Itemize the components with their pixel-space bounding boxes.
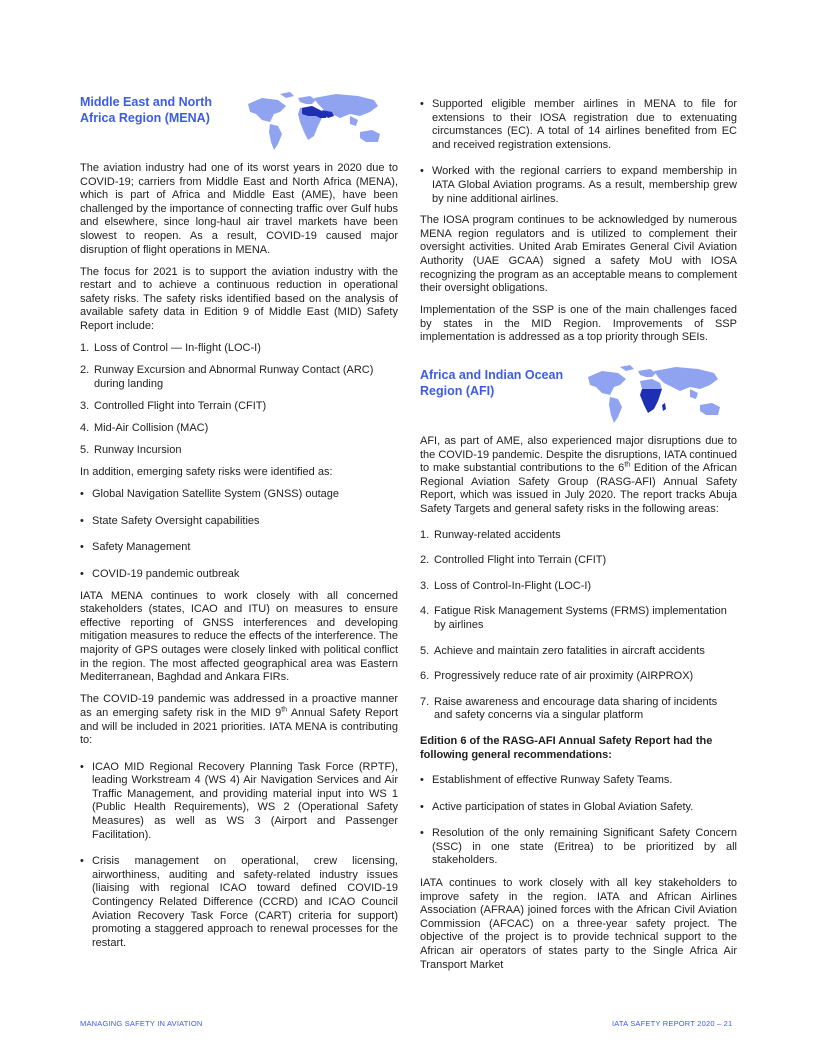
afi-intro-paragraph	[420, 435, 737, 517]
list-number: 5.	[80, 444, 90, 457]
list-text: Controlled Flight into Terrain (CFIT)	[434, 554, 607, 567]
list-number: 2.	[80, 364, 90, 377]
list-number: 6.	[420, 670, 430, 683]
contrib-list	[80, 761, 398, 951]
mena-intro-paragraph: The aviation industry had one of its worst years in 2020 due to COVID-19; carriers from Middle East and North Africa (MENA), which is part of Africa and Middle East (AME), have been challenged by the importance of connecting traffic over Gulf hubs and elsewhere, since long-haul air travel markets have been slowest to reopen. As a result, COVID-19 caused major disruption of flight operations in MENA.	[80, 162, 398, 256]
list-number: 1.	[80, 342, 90, 355]
recs-list	[420, 774, 737, 868]
list-number: 3.	[80, 399, 90, 412]
list-item	[420, 605, 737, 632]
support-list	[420, 98, 737, 206]
superscript: th	[281, 706, 288, 714]
gnss-paragraph: IATA MENA continues to work closely with all concerned stakeholders (states, ICAO and ITU) on measures to ensure effective reporting of GNSS interferences and developing mitigation measures to reduce the effects of the interference. The majority of GPS outages were closely linked with political conflict in the region. The most affected geographical area was Eastern Mediterranean, Baghdad and Ankara FIRs.	[80, 589, 398, 684]
afraa-paragraph: IATA continues to work closely with all key stakeholders to improve safety in the region. IATA and African Airlines Association (AFRAA) joined forces with the African Civil Aviation Commission (AFCAC) on a three-year safety project. The objective of the project is to provide technical support to the African air operators of states party to the Single Africa Air Transport Market	[420, 877, 737, 971]
list-text: Raise awareness and encourage data sharing of incidents and safety concerns via a singular platform	[434, 695, 718, 722]
list-text: Mid-Air Collision (MAC)	[94, 422, 209, 434]
list-number: 2.	[420, 554, 430, 567]
mena-focus-paragraph: The focus for 2021 is to support the aviation industry with the restart and to achieve a continuous reduction in operational safety risks. The safety risks identified based on the analysis of available safety data in Edition 9 of Middle East (MID) Safety Report include:	[80, 265, 398, 333]
mena-risk-list	[80, 342, 398, 458]
list-item: • Resolution of the only remaining Significant Safety Concern (SSC) in one state (Eritrea) to be prioritized by all stakeholders.	[420, 827, 737, 868]
iosa-paragraph: The IOSA program continues to be acknowledged by numerous MENA region regulators and is utilized to complement their oversight activities. United Arab Emirates General Civil Aviation Authority (UAE GCAA) signed a safety MoU with IOSA recognizing the program as an acceptable means to complement their oversight obligations.	[420, 214, 737, 295]
afi-text-b: Edition of the African Regional Aviation Safety Group (RASG-AFI) Annual Safety Report, which was issued in July 2020. The report tracks Abuja Safety Targets and general safety risks in the following areas:	[420, 462, 738, 515]
mena-heading: Middle East and North Africa Region (MENA)	[80, 95, 212, 125]
list-item	[80, 422, 398, 436]
list-number: 4.	[80, 422, 90, 434]
list-text: Controlled Flight into Terrain (CFIT)	[94, 399, 267, 412]
afi-heading-block	[420, 365, 737, 427]
list-text: Progressively reduce rate of air proximity (AIRPROX)	[434, 670, 694, 683]
covid-text-b: Annual Safety Report and will be included in 2021 priorities. IATA MENA is contributing to:	[80, 706, 399, 747]
list-item	[80, 444, 398, 458]
recs-heading: Edition 6 of the RASG-AFI Annual Safety Report had the following general recommendations:	[420, 734, 713, 761]
list-item: • Global Navigation Satellite System (GNSS) outage	[80, 488, 398, 502]
list-item	[420, 670, 737, 684]
footer-right: IATA SAFETY REPORT 2020 – 21	[612, 1019, 733, 1028]
ssp-paragraph: Implementation of the SSP is one of the main challenges faced by states in the MID Region. Improvements of SSP implementation is addressed as a top priority through SEIs.	[420, 304, 737, 344]
list-item	[80, 400, 398, 414]
list-item	[80, 342, 398, 356]
world-map-mena-icon	[240, 92, 400, 152]
list-item: • COVID-19 pandemic outbreak	[80, 568, 398, 582]
list-item: • Establishment of effective Runway Safety Teams.	[420, 774, 737, 788]
list-item: • ICAO MID Regional Recovery Planning Task Force (RPTF), leading Workstream 4 (WS 4) Air Navigation Services and Air Traffic Management, and providing material input into WS 1 (Public Health Requirements), WS 2 (Operational Safety Measures) as well as WS 3 (Airport and Passenger Facilitation).	[80, 761, 398, 843]
list-number: 7.	[420, 695, 430, 708]
list-text: Fatigue Risk Management Systems (FRMS) implementation by airlines	[434, 605, 727, 631]
list-text: Achieve and maintain zero fatalities in aircraft accidents	[434, 644, 705, 657]
emerging-intro: In addition, emerging safety risks were identified as:	[80, 466, 333, 479]
list-item	[420, 645, 737, 659]
list-text: Loss of Control — In-flight (LOC-I)	[94, 342, 261, 355]
list-item: • Supported eligible member airlines in MENA to file for extensions to their IOSA registration due to extenuating circumstances (EC). A total of 14 airlines benefited from EC and received registration extensions.	[420, 98, 737, 152]
left-column	[80, 92, 398, 963]
afi-area-list	[420, 529, 737, 723]
list-item: • Safety Management	[80, 541, 398, 555]
covid-text-a: The COVID-19 pandemic was addressed in a proactive manner as an emerging safety risk in the MID 9	[80, 693, 398, 719]
afi-text-a: AFI, as part of AME, also experienced major disruptions due to the COVID-19 pandemic. Despite the disruptions, IATA continued to make substantial contributions to the 6	[420, 435, 737, 475]
list-number: 3.	[420, 579, 430, 592]
right-column	[420, 98, 737, 981]
list-text: Loss of Control-In-Flight (LOC-I)	[434, 579, 592, 592]
list-item	[420, 529, 737, 543]
covid-paragraph	[80, 693, 398, 747]
list-item	[80, 364, 398, 391]
afi-heading: Africa and Indian Ocean Region (AFI)	[420, 368, 564, 398]
list-number: 1.	[420, 528, 430, 541]
list-item	[420, 696, 737, 723]
list-text: Runway Excursion and Abnormal Runway Contact (ARC) during landing	[94, 364, 374, 390]
mena-heading-block	[80, 92, 398, 154]
footer-left: MANAGING SAFETY IN AVIATION	[80, 1019, 203, 1028]
list-item: • State Safety Oversight capabilities	[80, 515, 398, 529]
list-item: • Crisis management on operational, crew licensing, airworthiness, auditing and safety-related industry issues (liaising with regional ICAO toward defined COVID-19 Contingency Related Difference (CCRD) and ICAO Council Aviation Recovery Task Force (CART) criteria for support) promoting a staggered approach to renewal processes for the restart.	[80, 855, 398, 950]
superscript: th	[624, 461, 631, 469]
list-item	[420, 554, 737, 568]
list-number: 5.	[420, 644, 430, 657]
world-map-afi-icon	[580, 365, 740, 425]
list-number: 4.	[420, 605, 430, 618]
list-text: Runway-related accidents	[434, 528, 561, 541]
list-item: • Active participation of states in Global Aviation Safety.	[420, 801, 737, 815]
emerging-risk-list	[80, 488, 398, 581]
list-item: • Worked with the regional carriers to expand membership in IATA Global Aviation programs. As a result, membership grew by nine additional airlines.	[420, 165, 737, 206]
list-text: Runway Incursion	[94, 444, 182, 457]
list-item	[420, 580, 737, 594]
